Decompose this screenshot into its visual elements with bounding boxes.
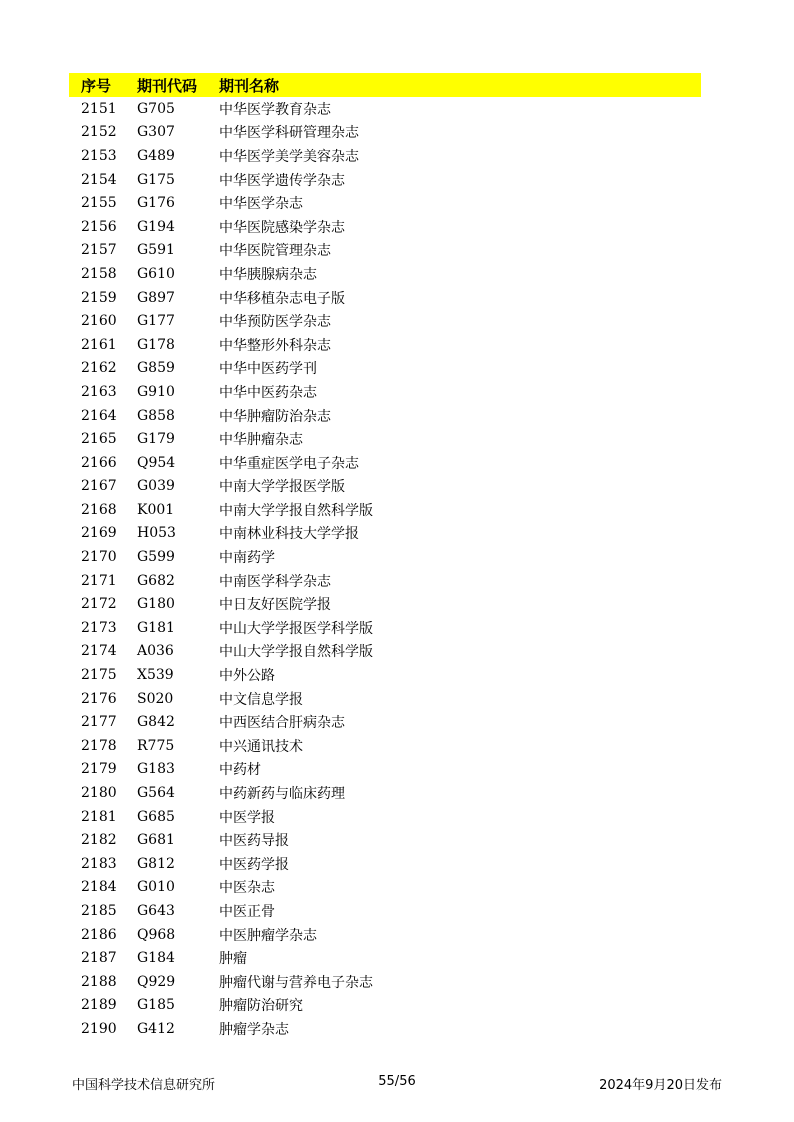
code-cell: G184 (137, 950, 175, 967)
journal-name-cell: 中兴通讯技术 (219, 738, 303, 755)
table-row (69, 451, 701, 475)
table-row (69, 663, 701, 687)
code-cell: G681 (137, 832, 175, 849)
table-body (69, 97, 701, 1041)
journal-name-cell: 中华医学科研管理杂志 (219, 125, 359, 142)
code-cell: Q929 (137, 973, 176, 990)
serial-cell: 2169 (81, 525, 117, 542)
serial-cell: 2178 (81, 737, 117, 754)
code-cell: H053 (137, 525, 176, 542)
table-row (69, 215, 701, 239)
journal-name-cell: 中医学报 (219, 809, 275, 826)
serial-cell: 2152 (81, 124, 117, 141)
code-cell: G610 (137, 265, 175, 282)
serial-cell: 2184 (81, 879, 117, 896)
journal-name-cell: 中华预防医学杂志 (219, 314, 331, 331)
journal-name-cell: 中文信息学报 (219, 691, 303, 708)
journal-name-cell: 中南林业科技大学学报 (219, 526, 359, 543)
table-row (69, 357, 701, 381)
code-cell: G842 (137, 714, 175, 731)
serial-cell: 2155 (81, 195, 117, 212)
table-row (69, 309, 701, 333)
code-cell: G591 (137, 242, 175, 259)
code-cell: G643 (137, 902, 175, 919)
serial-cell: 2182 (81, 832, 117, 849)
table-row (69, 970, 701, 994)
table-row (69, 994, 701, 1018)
code-cell: G183 (137, 761, 175, 778)
journal-name-cell: 中华医学美学美容杂志 (219, 148, 359, 165)
journal-name-cell: 中西医结合肝病杂志 (219, 715, 345, 732)
table-row (69, 191, 701, 215)
code-cell: G859 (137, 360, 175, 377)
serial-cell: 2173 (81, 619, 117, 636)
journal-name-cell: 中外公路 (219, 668, 275, 685)
table-row (69, 239, 701, 263)
code-cell: G685 (137, 808, 175, 825)
page-number: 55/56 (378, 1074, 416, 1089)
table-row (69, 522, 701, 546)
table-row (69, 687, 701, 711)
journal-name-cell: 中南大学学报自然科学版 (219, 502, 373, 519)
serial-cell: 2162 (81, 360, 117, 377)
code-cell: G179 (137, 431, 175, 448)
serial-cell: 2170 (81, 549, 117, 566)
journal-name-cell: 肿瘤防治研究 (219, 998, 303, 1015)
serial-cell: 2189 (81, 997, 117, 1014)
code-cell: G489 (137, 147, 175, 164)
journal-name-cell: 中医药导报 (219, 833, 289, 850)
journal-name-cell: 中山大学学报自然科学版 (219, 644, 373, 661)
serial-cell: 2172 (81, 596, 117, 613)
code-cell: G010 (137, 879, 175, 896)
code-cell: G307 (137, 124, 175, 141)
table-row (69, 616, 701, 640)
code-cell: G176 (137, 195, 175, 212)
table-row (69, 946, 701, 970)
code-cell: G180 (137, 596, 175, 613)
table-row (69, 404, 701, 428)
journal-name-cell: 中医杂志 (219, 880, 275, 897)
serial-cell: 2166 (81, 454, 117, 471)
code-cell: G812 (137, 855, 175, 872)
journal-name-cell: 中华医学教育杂志 (219, 101, 331, 118)
journal-name-cell: 中华医院管理杂志 (219, 243, 331, 260)
table-row (69, 569, 701, 593)
code-cell: G858 (137, 407, 175, 424)
serial-cell: 2161 (81, 336, 117, 353)
serial-cell: 2164 (81, 407, 117, 424)
journal-name-cell: 中华胰腺病杂志 (219, 266, 317, 283)
header-code: 期刊代码 (137, 76, 198, 95)
serial-cell: 2181 (81, 808, 117, 825)
journal-name-cell: 中日友好医院学报 (219, 597, 331, 614)
journal-name-cell: 中华中医药学刊 (219, 361, 317, 378)
serial-cell: 2177 (81, 714, 117, 731)
serial-cell: 2151 (81, 100, 117, 117)
serial-cell: 2171 (81, 572, 117, 589)
serial-cell: 2154 (81, 171, 117, 188)
code-cell: G564 (137, 785, 175, 802)
code-cell: A036 (137, 643, 174, 660)
journal-name-cell: 中南医学科学杂志 (219, 573, 331, 590)
journal-table (69, 73, 701, 1041)
table-row (69, 758, 701, 782)
journal-name-cell: 中华中医药杂志 (219, 384, 317, 401)
table-row (69, 545, 701, 569)
table-row (69, 144, 701, 168)
serial-cell: 2186 (81, 926, 117, 943)
serial-cell: 2179 (81, 761, 117, 778)
journal-name-cell: 中医药学报 (219, 856, 289, 873)
journal-name-cell: 肿瘤 (219, 951, 247, 968)
serial-cell: 2188 (81, 973, 117, 990)
serial-cell: 2158 (81, 265, 117, 282)
serial-cell: 2153 (81, 147, 117, 164)
journal-name-cell: 中药材 (219, 762, 261, 779)
table-row (69, 805, 701, 829)
table-row (69, 168, 701, 192)
serial-cell: 2159 (81, 289, 117, 306)
journal-name-cell: 中华医学杂志 (219, 196, 303, 213)
code-cell: X539 (137, 667, 174, 684)
code-cell: R775 (137, 737, 175, 754)
code-cell: S020 (137, 690, 174, 707)
serial-cell: 2180 (81, 785, 117, 802)
table-row (69, 286, 701, 310)
code-cell: G412 (137, 1020, 175, 1037)
serial-cell: 2165 (81, 431, 117, 448)
code-cell: G897 (137, 289, 175, 306)
serial-cell: 2167 (81, 478, 117, 495)
table-header (69, 73, 701, 97)
table-row (69, 97, 701, 121)
code-cell: G682 (137, 572, 175, 589)
serial-cell: 2185 (81, 902, 117, 919)
table-row (69, 475, 701, 499)
serial-cell: 2187 (81, 950, 117, 967)
table-row (69, 876, 701, 900)
code-cell: G039 (137, 478, 175, 495)
journal-name-cell: 中南大学学报医学版 (219, 479, 345, 496)
journal-name-cell: 中华肿瘤杂志 (219, 432, 303, 449)
table-row (69, 781, 701, 805)
table-row (69, 262, 701, 286)
journal-name-cell: 中华移植杂志电子版 (219, 290, 345, 307)
code-cell: K001 (137, 501, 175, 518)
table-row (69, 121, 701, 145)
serial-cell: 2174 (81, 643, 117, 660)
serial-cell: 2168 (81, 501, 117, 518)
journal-name-cell: 中医正骨 (219, 903, 275, 920)
table-row (69, 923, 701, 947)
serial-cell: 2175 (81, 667, 117, 684)
code-cell: G599 (137, 549, 175, 566)
journal-name-cell: 中华肿瘤防治杂志 (219, 408, 331, 425)
serial-cell: 2156 (81, 218, 117, 235)
table-row (69, 380, 701, 404)
serial-cell: 2183 (81, 855, 117, 872)
journal-name-cell: 肿瘤学杂志 (219, 1021, 289, 1038)
table-row (69, 1017, 701, 1041)
serial-cell: 2163 (81, 383, 117, 400)
journal-name-cell: 中华医学遗传学杂志 (219, 172, 345, 189)
code-cell: G181 (137, 619, 175, 636)
code-cell: G194 (137, 218, 175, 235)
code-cell: G185 (137, 997, 175, 1014)
journal-name-cell: 中药新药与临床药理 (219, 786, 345, 803)
header-name: 期刊名称 (219, 76, 280, 95)
code-cell: Q968 (137, 926, 176, 943)
code-cell: G705 (137, 100, 175, 117)
table-row (69, 592, 701, 616)
table-row (69, 333, 701, 357)
serial-cell: 2176 (81, 690, 117, 707)
code-cell: G910 (137, 383, 175, 400)
page-footer (72, 1074, 722, 1092)
table-row (69, 852, 701, 876)
journal-name-cell: 中华医院感染学杂志 (219, 219, 345, 236)
table-row (69, 734, 701, 758)
table-row (69, 427, 701, 451)
code-cell: G175 (137, 171, 175, 188)
code-cell: G178 (137, 336, 175, 353)
table-row (69, 710, 701, 734)
publish-date: 2024年9月20日发布 (599, 1078, 722, 1093)
table-row (69, 899, 701, 923)
table-row (69, 498, 701, 522)
serial-cell: 2157 (81, 242, 117, 259)
code-cell: Q954 (137, 454, 176, 471)
journal-name-cell: 中山大学学报医学科学版 (219, 620, 373, 637)
footer-institution: 中国科学技术信息研究所 (72, 1078, 216, 1093)
serial-cell: 2160 (81, 313, 117, 330)
journal-name-cell: 中华整形外科杂志 (219, 337, 331, 354)
journal-name-cell: 中华重症医学电子杂志 (219, 455, 359, 472)
journal-name-cell: 中医肿瘤学杂志 (219, 927, 317, 944)
code-cell: G177 (137, 313, 175, 330)
table-row (69, 828, 701, 852)
journal-name-cell: 中南药学 (219, 550, 275, 567)
serial-cell: 2190 (81, 1020, 117, 1037)
journal-name-cell: 肿瘤代谢与营养电子杂志 (219, 974, 373, 991)
header-serial: 序号 (81, 76, 112, 95)
table-row (69, 640, 701, 664)
